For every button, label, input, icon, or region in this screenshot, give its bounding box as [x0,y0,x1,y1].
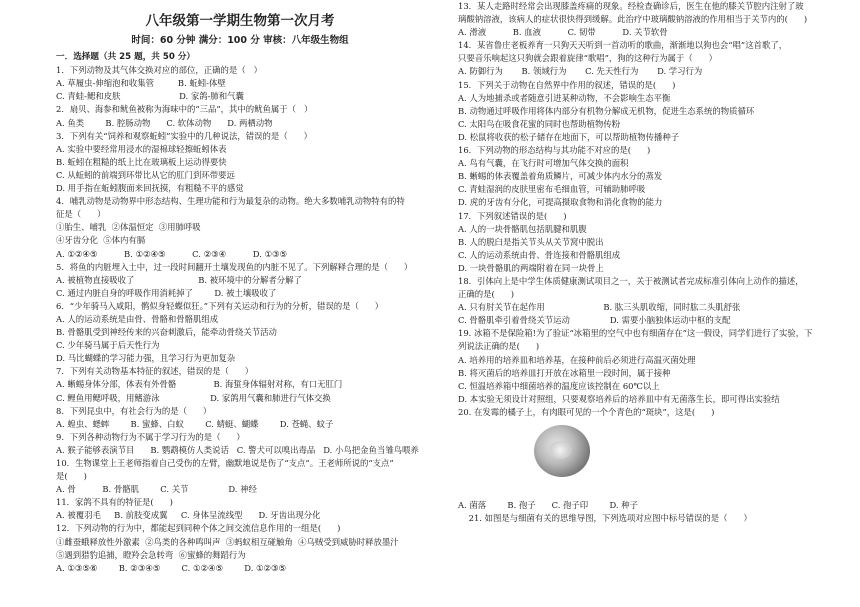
question-line: 12．下列动物的行为中，都能起到同种个体之间交流信息作用的一组是( ) [56,523,341,534]
question-line: C. 人的运动系统由骨、骨连接和骨骼肌组成 [458,249,621,260]
question-line: 17．下列叙述错误的是( ) [458,210,567,221]
question-line: A. ①②④⑤ B. ①②④⑤ C. ②③④ D. ①③⑤ [56,248,288,259]
question-line: 2．扇贝、海参和鱿鱼被称为海味中的“三品”，其中的鱿鱼属于（ ） [56,104,313,115]
question-line: 征是（ ） [56,209,106,220]
question-line: 13．某人走路时经常会出现膝盖疼痛的现象。经检查确诊后，医生在他的膝关节腔内注射了玻 [458,1,804,11]
question-line: ①雌蚕蛾释放性外激素 ②鸟类的各种鸣叫声 ③蚂蚁相互碰触角 ④乌贼受到威胁时释放墨汁 [56,536,399,547]
question-line: 18．引体向上是中学生体质健康测试项目之一，关于被测试者完成标准引体向上动作的描述， [458,275,804,286]
question-line: D. 本实验无须设计对照组，只要观察培养后的培养皿中有无菌落生长，即可得出实验结 [458,393,780,404]
question-line: A. 鱼类 B. 腔肠动物 C. 软体动物 D. 两栖动物 [56,117,273,128]
question-line: B. 蚯蚓在粗糙的纸上比在玻璃板上运动得要快 [56,156,227,167]
question-line: B. 蜥蜴的体表覆盖着角质鳞片，可减少体内水分的蒸发 [458,171,663,182]
question-line: C. 从蚯蚓的前端到环带比从它的肛门到环带要远 [56,169,235,180]
question-line: 11．家鸽不具有的特征是( ) [56,497,173,508]
question-line: C. 青蛙湿润的皮肤里密布毛细血管，可辅助肺呼吸 [458,184,646,195]
question-line: B. 将灭菌后的培养皿打开放在冰箱里一段时间，属于接种 [458,367,671,378]
question-line: 列说法正确的是( ) [458,341,540,352]
question-line: D. 马比蝴蝶的学习能力强，且学习行为更加复杂 [56,353,236,364]
question-line: A. 蝗虫、蟋蟀 B. 蜜蜂、白蚁 C. 蜻蜓、蝴蝶 D. 苍蝇、蚊子 [56,418,334,429]
question-line: A. 蜥蜴身体分部，体表有外骨骼 B. 海蜇身体辐射对称，有口无肛门 [56,379,343,390]
question-line: 是( ) [56,471,87,482]
question-line: 19. 冰箱不是保险箱!为了验证“冰箱里的空气中也有细菌存在”这一假设，同学们进行了实验，下 [458,328,813,339]
question-line: C. 恒温培养箱中细菌培养的温度应该控制在 60℃以上 [458,380,660,391]
question-line: B. 人的脱臼是指关节头从关节窝中脱出 [458,236,604,247]
question-line: C. 通过内脏自身的呼吸作用消耗掉了 D. 被土壤吸收了 [56,287,277,298]
question-line: A. 人的运动系统是由骨、骨骼和骨骼肌组成 [56,313,219,324]
question-line: A. 猴子能够表演节目 B. 鹦鹉模仿人类说话 C. 警犬可以嗅出毒品 D. 小鸟把金鱼当雏鸟喂养 [56,444,419,455]
question-line: B. 动物通过呼吸作用将体内部分有机物分解成无机物，促进生态系统的物质循环 [458,105,755,116]
question-line: A. 实验中要经常用浸水的湿棉球轻擦蚯蚓体表 [56,143,227,154]
question-line: D. 用手指在蚯蚓腹面来回抚摸，有粗糙不平的感觉 [56,183,244,194]
moldy-orange-figure [458,419,833,499]
question-line: D. 松鼠将收获的松子储存在地面下，可以帮助植物传播种子 [458,131,680,142]
question-line: D. 一块骨骼肌的两端附着在同一块骨上 [458,262,604,273]
exam-info: 时间：60 分钟 满分：100 分 审核：八年级生物组 [131,35,349,46]
question-line: A. 只有肘关节在起作用 B. 肱三头肌收缩，同时肱二头肌舒张 [458,302,741,313]
question-line: 21. 如图是与细菌有关的思维导图，下列选项对应图中标号错误的是（ ） [458,513,752,524]
question-line: A. 骨 B. 骨骼肌 C. 关节 D. 神经 [56,484,257,495]
section-heading: 一．选择题（共 25 题，共 50 分） [56,52,196,63]
question-line: A. 人的一块骨骼肌包括肌腱和肌腹 [458,223,587,234]
question-line: B. 骨骼肌受到神经传来的兴奋刺激后，能牵动骨绕关节活动 [56,327,277,338]
question-line: 6．“少年骑马入咸阳，鹘似身轻蝶似狂。”下列有关运动和行为的分析，错误的是（ ） [56,300,384,311]
question-line: A. 培养用的培养皿和培养基，在接种前后必须进行高温灭菌处理 [458,354,696,365]
question-line: A. 人为地捕杀或者随意引进某种动物，不会影响生态平衡 [458,92,671,103]
question-line: ①胎生、哺乳 ②体温恒定 ③用肺呼吸 [56,222,201,233]
question-line: 16．下列动物的形态结构与其功能不对应的是( ) [458,145,651,156]
question-line: 只要音乐响起这只狗就会跟着旋律“歌唱”，狗的这种行为属于（ ） [458,53,718,64]
question-line: ④牙齿分化 ⑤体内有膈 [56,235,146,246]
question-line: 7．下列有关动物基本特征的叙述，错误的是（ ） [56,366,254,377]
question-line: 1．下列动物及其气体交换对应的部位，正确的是（ ） [56,65,262,76]
question-line: A. 被植物直接吸收了 B. 被环境中的分解者分解了 [56,274,302,285]
question-line: 14．某省鲁庄老板养育一只狗天天听到一首动听的歌曲，渐渐地以狗也会“唱”这首歌了， [458,40,788,51]
question-line: C. 鲤鱼用鳃呼吸，用鳍游泳 D. 家鸽用气囊和肺进行气体交换 [56,392,331,403]
left-column [56,0,424,575]
right-question-list-tail [458,499,833,525]
question-line: 15．下列关于动物在自然界中作用的叙述，错误的是( ) [458,79,676,90]
question-line: C. 太阳鸟在吸食花蜜的同时也帮助植物传粉 [458,118,621,129]
question-line: A. 鸟有气囊，在飞行时可增加气体交换的面积 [458,158,629,169]
question-line: A. 滑液 B. 血液 C. 韧带 D. 关节软骨 [458,27,668,38]
right-question-list [458,0,833,419]
question-line: A. 菌落 B. 孢子 C. 孢子印 D. 种子 [458,500,638,510]
question-line: A. ①③⑤⑥ B. ②③④⑤ C. ①②④⑤ D. ①②③⑤ [56,562,287,573]
question-line: C. 少年骑马属于后天性行为 [56,340,160,351]
question-line: C. 青蛙-鳃和皮肤 D. 家鸽-肺和气囊 [56,91,244,102]
left-question-list [56,64,424,575]
question-line: 8．下列昆虫中，有社会行为的是（ ） [56,405,212,416]
question-line: 5．将鱼的内脏埋入土中，过一段时间翻开土壤发现鱼的内脏不见了。下列解释合理的是（ ） [56,261,413,272]
question-line: 9．下列各种动物行为不属于学习行为的是（ ） [56,431,245,442]
question-line: A. 防御行为 B. 领域行为 C. 先天性行为 D. 学习行为 [458,66,703,77]
question-line: 4．哺乳动物是动物界中形态结构、生理功能和行为最复杂的动物。绝大多数哺乳动物特有的特 [56,196,405,207]
question-line: A. 被覆羽毛 B. 前肢变成翼 C. 身体呈流线型 D. 牙齿出现分化 [56,510,321,521]
question-line: 10．生物课堂上王老师指着自己受伤的左臂，幽默地说是伤了“支点”。王老师所说的“支点” [56,458,394,468]
question-line: 3．下列有关“饲养和观察蚯蚓”实验中的几种说法，错误的是（ ） [56,130,312,141]
question-line: 璃酸钠溶液，该病人的症状很快得到缓解。此治疗中玻璃酸钠溶液的作用相当于关节内的( ) [458,14,808,25]
question-line: 正确的是( ) [458,289,515,300]
orange-image [534,425,590,477]
question-line: D. 虎的牙齿有分化，可提高摄取食物和消化食物的能力 [458,197,663,208]
question-line: 20. 在发霉的橘子上，有肉眼可见的一个个青色的“斑块”，这是( ) [458,406,715,417]
page-title: 八年级第一学期生物第一次月考 [145,13,335,29]
right-column [458,0,833,525]
question-line: C. 骨骼肌牵引着骨绕关节运动 D. 需要小脑独体运动中枢的支配 [458,315,731,326]
question-line: ⑤遇到猎豹追捕，瞪羚会急转弯 ⑥蜜蜂的舞蹈行为 [56,549,246,560]
question-line: A. 草履虫-伸缩泡和收集管 B. 蚯蚓-体壁 [56,78,226,89]
